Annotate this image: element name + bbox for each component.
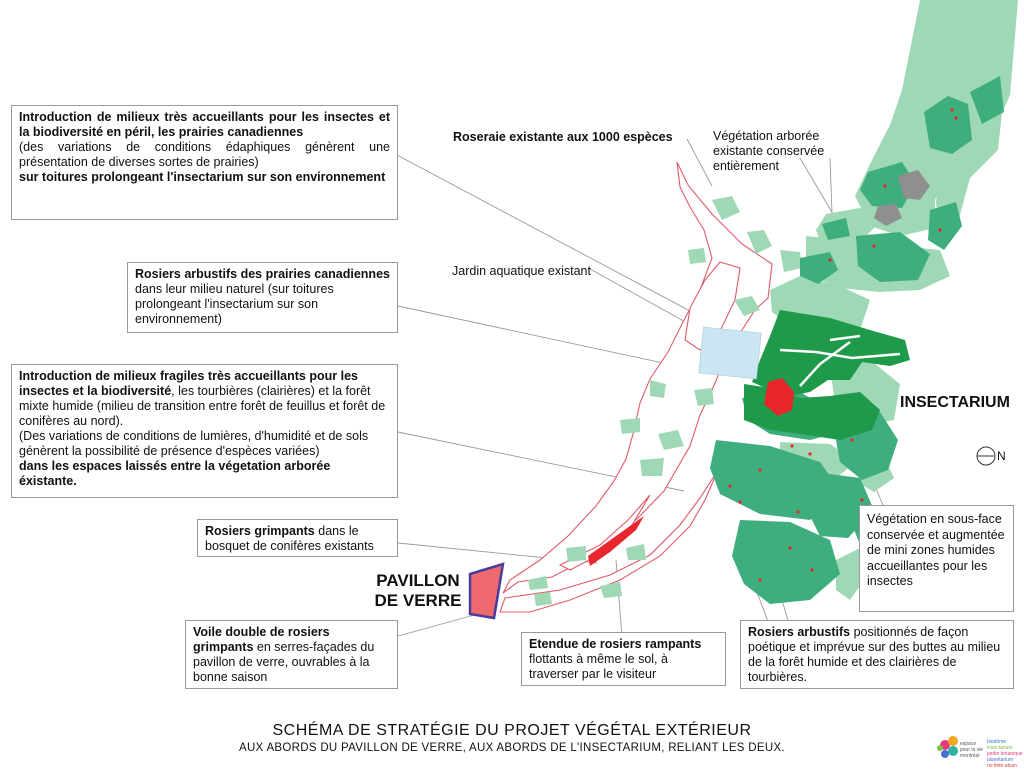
- callout-rosiers-arbustifs-prairies-bold: Rosiers arbustifs des prairies canadiennes: [135, 267, 390, 281]
- callout-rosiers-arbustifs-prairies-rest: dans leur milieu naturel (sur toitures prolongeant l'insectarium sur son environnement): [135, 282, 334, 326]
- callout-rosiers-arbustifs-rest: positionnés de façon poétique et imprévue sur des buttes au milieu de la forêt humide et des clairières de tourbières.: [748, 625, 1001, 684]
- callout-rosiers-arbustifs-bold: Rosiers arbustifs: [748, 625, 851, 639]
- logo-institutions: [987, 739, 1023, 769]
- callout-milieux-fragiles-bold1: Introduction de milieux fragiles très accueillants pour les insectes et la biodiversité: [19, 369, 358, 398]
- label-pavillon-line1: PAVILLON: [376, 571, 460, 590]
- north-label: N: [997, 449, 1006, 463]
- label-roseraie: Roseraie existante aux 1000 espèces: [453, 130, 673, 144]
- callout-rosiers-rampants-bold: Etendue de rosiers rampants: [529, 637, 702, 651]
- callout-rosiers-arbustifs-prairies: [127, 262, 398, 333]
- callout-prairies-line2: (des variations de conditions édaphiques génèrent une présentation de diverses sortes de prairies): [19, 140, 390, 169]
- callout-voile-double-bold: Voile double de rosiers grimpants: [193, 625, 330, 654]
- pavillon-de-verre-shape: [470, 564, 503, 618]
- label-jardin-aquatique: Jardin aquatique existant: [452, 264, 591, 278]
- callout-voile-double: [185, 620, 398, 689]
- callout-rosiers-rampants: [521, 632, 726, 686]
- callout-prairies: [11, 105, 398, 220]
- logo-name-4: planétarium: [987, 757, 1014, 763]
- callout-sous-face-text: Végétation en sous-face conservée et augmentée de mini zones humides accueillantes pour les insectes: [867, 512, 1005, 588]
- logo-name-5: rio tinto alcan: [987, 763, 1017, 769]
- callout-rosiers-grimpants-bold: Rosiers grimpants: [205, 524, 315, 538]
- logo-name-2: insectarium: [987, 745, 1013, 751]
- logo-name-1: biodôme: [987, 739, 1007, 745]
- callout-sous-face: [859, 505, 1014, 612]
- north-arrow: [977, 447, 995, 465]
- callout-milieux-fragiles-line2: (Des variations de conditions de lumières, d'humidité et de sols génèrent la possibilité de présence d'espèces variées): [19, 429, 369, 458]
- callout-rosiers-grimpants: [197, 519, 398, 557]
- callout-rosiers-rampants-rest: flottants à même le sol, à traverser par le visiteur: [529, 652, 668, 681]
- callout-prairies-line1: Introduction de milieux très accueillants pour les insectes et la biodiversité en péril, les prairies canadiennes: [19, 110, 390, 139]
- callout-milieux-fragiles: [11, 364, 398, 498]
- callout-rosiers-arbustifs: [740, 620, 1014, 689]
- callout-prairies-line3: sur toitures prolongeant l'insectarium sur son environnement: [19, 170, 386, 184]
- label-insectarium: INSECTARIUM: [900, 394, 1010, 411]
- label-pavillon-line2: DE VERRE: [374, 591, 462, 610]
- logo-name-3: jardin botanique: [987, 751, 1023, 757]
- footer-subtitle: AUX ABORDS DU PAVILLON DE VERRE, AUX ABORDS DE L'INSECTARIUM, RELIANT LES DEUX.: [239, 742, 785, 754]
- callout-milieux-fragiles-rest1: , les tourbières (clairières) et la forêt mixte humide (milieu de transition entre forêt de feuillus et forêt de conifères au nord).: [19, 384, 386, 428]
- label-pavillon: [372, 571, 464, 611]
- logo-mark-text: espace pour la vie montréal: [960, 741, 984, 759]
- callout-voile-double-rest: en serres-façades du pavillon de verre, ouvrables à la bonne saison: [193, 640, 375, 684]
- callout-milieux-fragiles-bold3: dans les espaces laissés entre la végetation arborée éxistante.: [19, 459, 331, 488]
- callout-rosiers-grimpants-rest: dans le bosquet de conifères existants: [205, 524, 374, 553]
- label-vegetation-arboree: Végétation arborée existante conservée entièrement: [713, 129, 825, 173]
- roseraie-outline: [500, 162, 772, 612]
- footer-title: SCHÉMA DE STRATÉGIE DU PROJET VÉGÉTAL EXTÉRIEUR: [272, 722, 752, 739]
- jardin-aquatique-pool: [699, 327, 761, 379]
